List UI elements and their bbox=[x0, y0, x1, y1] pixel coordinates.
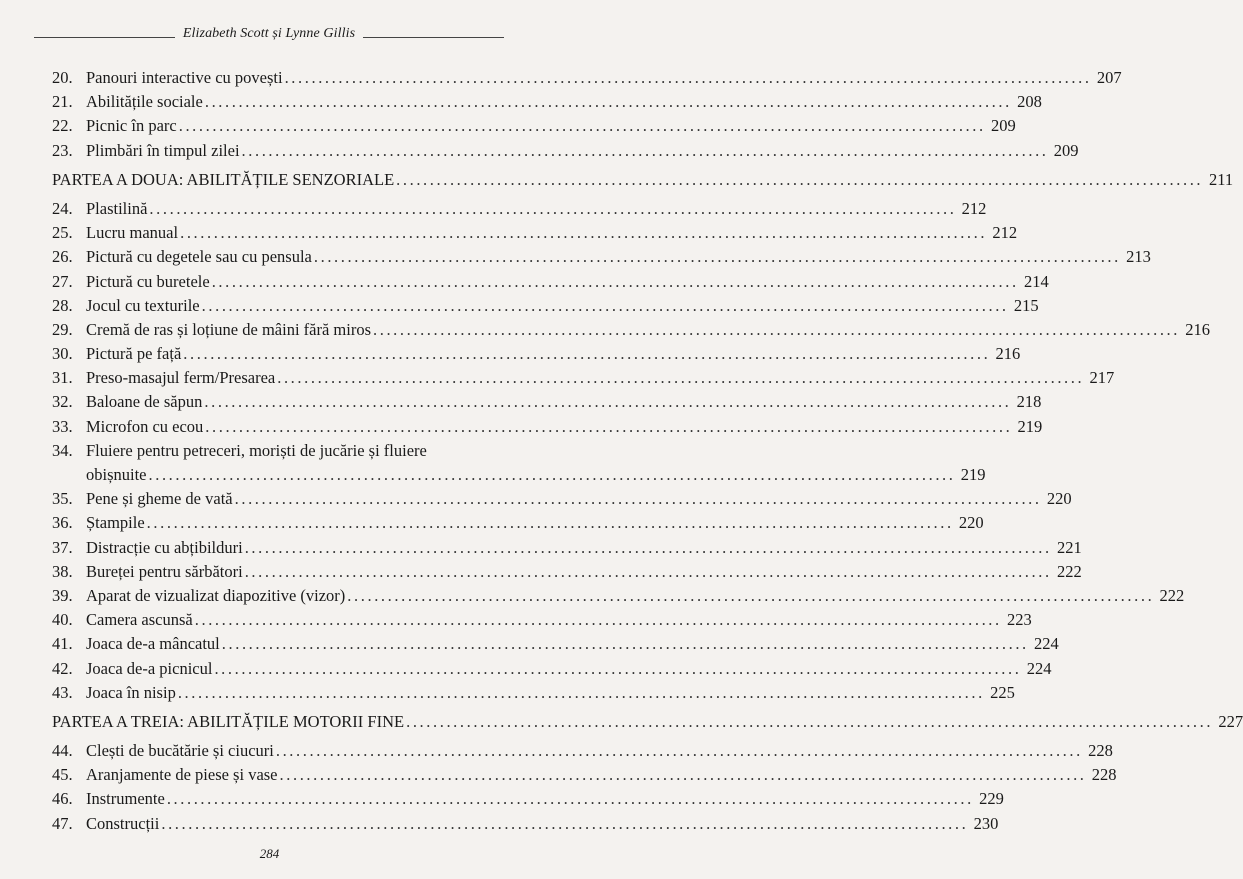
entry-number: 38. bbox=[52, 561, 73, 581]
entry-title: Construcții bbox=[86, 813, 160, 833]
toc-entry bbox=[52, 511, 984, 535]
dot-leader: ........................................................................................................................ bbox=[221, 634, 1029, 654]
entry-page-number: 220 bbox=[958, 513, 984, 533]
entry-page-number: 212 bbox=[992, 223, 1018, 243]
dot-leader: ........................................................................................................................ bbox=[166, 789, 974, 809]
toc-entry bbox=[52, 439, 514, 463]
dot-leader: ........................................................................................................................ bbox=[205, 416, 1013, 436]
dot-leader: ........................................................................................................................ bbox=[177, 682, 985, 702]
entry-page-number: 222 bbox=[1159, 585, 1185, 605]
toc-entry bbox=[52, 318, 1210, 342]
entry-title: Fluiere pentru petreceri, moriști de jucărie și fluiere bbox=[86, 440, 427, 460]
entry-number: 33. bbox=[52, 416, 73, 436]
entry-title: Aranjamente de piese și vase bbox=[86, 765, 278, 785]
entry-number: 43. bbox=[52, 682, 73, 702]
entry-page-number: 213 bbox=[1126, 247, 1151, 267]
entry-page-number: 208 bbox=[1017, 92, 1042, 112]
entry-title: Pictură pe față bbox=[86, 344, 182, 364]
dot-leader: ........................................................................................................................ bbox=[313, 247, 1121, 267]
header-rule-right bbox=[363, 37, 504, 38]
dot-leader: ........................................................................................................................ bbox=[211, 271, 1019, 291]
page-number: 284 bbox=[259, 846, 280, 861]
toc-entry bbox=[52, 560, 1082, 584]
entry-page-number: 222 bbox=[1056, 561, 1082, 581]
entry-page-number: 230 bbox=[973, 813, 999, 833]
entry-title: Bureței pentru sărbători bbox=[86, 561, 243, 581]
entry-number: 44. bbox=[52, 741, 73, 761]
toc-entry bbox=[52, 270, 1049, 294]
dot-leader: ........................................................................................................................ bbox=[146, 513, 954, 533]
entry-title: Ștampile bbox=[86, 513, 145, 533]
entry-number: 30. bbox=[52, 344, 73, 364]
entry-page-number: 215 bbox=[1013, 295, 1039, 315]
entry-number: 37. bbox=[52, 537, 73, 557]
entry-number: 20. bbox=[52, 68, 73, 87]
dot-leader: ........................................................................................................................ bbox=[396, 169, 1204, 189]
entry-title: Joaca de-a mâncatul bbox=[86, 634, 220, 654]
toc-entry bbox=[52, 245, 1151, 269]
entry-page-number: 229 bbox=[979, 789, 1004, 809]
entry-number: 23. bbox=[52, 140, 73, 160]
dot-leader: ........................................................................................................................ bbox=[241, 140, 1049, 160]
dot-leader: ........................................................................................................................ bbox=[183, 344, 991, 364]
entry-number: 41. bbox=[52, 634, 73, 654]
dot-leader: ........................................................................................................................ bbox=[244, 537, 1052, 557]
entry-page-number: 220 bbox=[1046, 489, 1072, 509]
entry-page-number: 221 bbox=[1056, 537, 1082, 557]
toc-part-heading bbox=[52, 168, 1234, 192]
dot-leader: ........................................................................................................................ bbox=[277, 368, 1085, 388]
entry-title: Panouri interactive cu povești bbox=[86, 68, 283, 87]
toc-entry bbox=[52, 463, 986, 487]
toc-part-heading bbox=[52, 710, 1243, 734]
entry-page-number: 207 bbox=[1096, 68, 1122, 87]
entry-number: 36. bbox=[52, 513, 73, 533]
header-rule-left bbox=[34, 37, 175, 38]
toc-entry bbox=[52, 787, 1004, 811]
entry-number: 22. bbox=[52, 116, 73, 136]
dot-leader: ........................................................................................................................ bbox=[180, 223, 988, 243]
entry-number: 27. bbox=[52, 271, 73, 291]
entry-number: 46. bbox=[52, 789, 73, 809]
dot-leader: ........................................................................................................................ bbox=[194, 610, 1002, 630]
toc-entry bbox=[52, 739, 1113, 763]
toc-entry bbox=[52, 221, 1018, 245]
entry-page-number: 228 bbox=[1088, 741, 1113, 761]
toc-entry bbox=[52, 90, 1042, 114]
entry-number: 35. bbox=[52, 489, 73, 509]
entry-number: 32. bbox=[52, 392, 73, 412]
dot-leader: ........................................................................................................................ bbox=[279, 765, 1087, 785]
toc-entry bbox=[52, 681, 1015, 705]
dot-leader: ........................................................................................................................ bbox=[204, 392, 1012, 412]
dot-leader: ........................................................................................................................ bbox=[275, 741, 1083, 761]
entry-title: Aparat de vizualizat diapozitive (vizor) bbox=[86, 585, 346, 605]
entry-number: 45. bbox=[52, 765, 73, 785]
dot-leader: ........................................................................................................................ bbox=[244, 561, 1052, 581]
entry-title: Joaca în nisip bbox=[86, 682, 176, 702]
entry-page-number: 212 bbox=[961, 198, 987, 218]
entry-page-number: 227 bbox=[1218, 711, 1243, 731]
toc-entry bbox=[52, 114, 1016, 138]
running-title: Elizabeth Scott și Lynne Gillis bbox=[182, 26, 356, 41]
entry-page-number: 214 bbox=[1023, 271, 1049, 291]
dot-leader: ........................................................................................................................ bbox=[214, 658, 1022, 678]
dot-leader: ........................................................................................................................ bbox=[284, 68, 1092, 87]
dot-leader: ........................................................................................................................ bbox=[149, 198, 957, 218]
entry-number: 42. bbox=[52, 658, 73, 678]
toc-entry bbox=[52, 66, 1122, 90]
entry-page-number: 224 bbox=[1034, 634, 1059, 654]
dot-leader: ........................................................................................................................ bbox=[373, 319, 1180, 339]
dot-leader: ........................................................................................................................ bbox=[178, 116, 986, 136]
table-of-contents bbox=[52, 66, 1243, 836]
dot-leader: ........................................................................................................................ bbox=[148, 465, 956, 484]
toc-entry bbox=[52, 536, 1082, 560]
entry-title: Clești de bucătărie și ciucuri bbox=[86, 741, 274, 761]
entry-number: 47. bbox=[52, 813, 73, 833]
entry-number: 31. bbox=[52, 368, 73, 388]
entry-title: Baloane de săpun bbox=[86, 392, 203, 412]
toc-entry bbox=[52, 812, 999, 836]
entry-page-number: 219 bbox=[1017, 416, 1043, 436]
toc-entry bbox=[52, 415, 1043, 439]
entry-page-number: 216 bbox=[995, 344, 1021, 364]
toc-entry bbox=[52, 139, 1079, 163]
entry-page-number: 225 bbox=[990, 682, 1015, 702]
dot-leader: ........................................................................................................................ bbox=[406, 711, 1214, 731]
entry-page-number: 217 bbox=[1089, 368, 1115, 388]
entry-page-number: 218 bbox=[1016, 392, 1042, 412]
entry-page-number: 216 bbox=[1185, 319, 1210, 339]
toc-entry bbox=[52, 608, 1032, 632]
entry-title: Distracție cu abțibilduri bbox=[86, 537, 243, 557]
toc-entry bbox=[52, 342, 1021, 366]
entry-page-number: 219 bbox=[960, 465, 986, 484]
part-title: PARTEA A DOUA: ABILITĂȚILE SENZORIALE bbox=[52, 169, 395, 189]
entry-page-number: 223 bbox=[1007, 610, 1032, 630]
toc-entry bbox=[52, 390, 1042, 414]
entry-title: Abilitățile sociale bbox=[86, 92, 203, 112]
entry-title: Plimbări în timpul zilei bbox=[86, 140, 240, 160]
dot-leader: ........................................................................................................................ bbox=[201, 295, 1009, 315]
entry-number: 40. bbox=[52, 610, 73, 630]
toc-entry bbox=[52, 197, 987, 221]
entry-number: 34. bbox=[52, 440, 73, 460]
entry-number: 21. bbox=[52, 92, 73, 112]
toc-entry bbox=[52, 657, 1052, 681]
toc-entry bbox=[52, 487, 1072, 511]
running-head bbox=[34, 26, 504, 42]
dot-leader: ........................................................................................................................ bbox=[161, 813, 969, 833]
entry-page-number: 209 bbox=[1053, 140, 1079, 160]
entry-title: Picnic în parc bbox=[86, 116, 177, 136]
entry-page-number: 224 bbox=[1026, 658, 1052, 678]
entry-title: Joaca de-a picnicul bbox=[86, 658, 213, 678]
entry-number: 25. bbox=[52, 223, 73, 243]
toc-entry bbox=[52, 584, 1185, 608]
entry-title: obișnuite bbox=[86, 465, 147, 484]
toc-entry bbox=[52, 763, 1117, 787]
entry-title: Pene și gheme de vată bbox=[86, 489, 233, 509]
entry-title: Instrumente bbox=[86, 789, 165, 809]
entry-title: Cremă de ras și loțiune de mâini fără miros bbox=[86, 319, 371, 339]
entry-title: Microfon cu ecou bbox=[86, 416, 204, 436]
toc-entry bbox=[52, 366, 1115, 390]
entry-number: 39. bbox=[52, 585, 73, 605]
dot-leader: ........................................................................................................................ bbox=[347, 585, 1155, 605]
entry-title: Jocul cu texturile bbox=[86, 295, 200, 315]
entry-title: Pictură cu buretele bbox=[86, 271, 210, 291]
part-title: PARTEA A TREIA: ABILITĂȚILE MOTORII FINE bbox=[52, 711, 405, 731]
entry-page-number: 228 bbox=[1091, 765, 1117, 785]
entry-page-number: 211 bbox=[1209, 169, 1234, 189]
entry-page-number: 209 bbox=[990, 116, 1016, 136]
toc-entry bbox=[52, 632, 1059, 656]
entry-number: 29. bbox=[52, 319, 73, 339]
entry-title: Lucru manual bbox=[86, 223, 179, 243]
dot-leader: ........................................................................................................................ bbox=[204, 92, 1012, 112]
dot-leader: ........................................................................................................................ bbox=[234, 489, 1042, 509]
entry-title: Pictură cu degetele sau cu pensula bbox=[86, 247, 312, 267]
entry-title: Preso-masajul ferm/Presarea bbox=[86, 368, 276, 388]
entry-number: 24. bbox=[52, 198, 73, 218]
entry-number: 28. bbox=[52, 295, 73, 315]
entry-title: Plastilină bbox=[86, 198, 148, 218]
entry-title: Camera ascunsă bbox=[86, 610, 193, 630]
toc-entry bbox=[52, 294, 1039, 318]
entry-number: 26. bbox=[52, 247, 73, 267]
